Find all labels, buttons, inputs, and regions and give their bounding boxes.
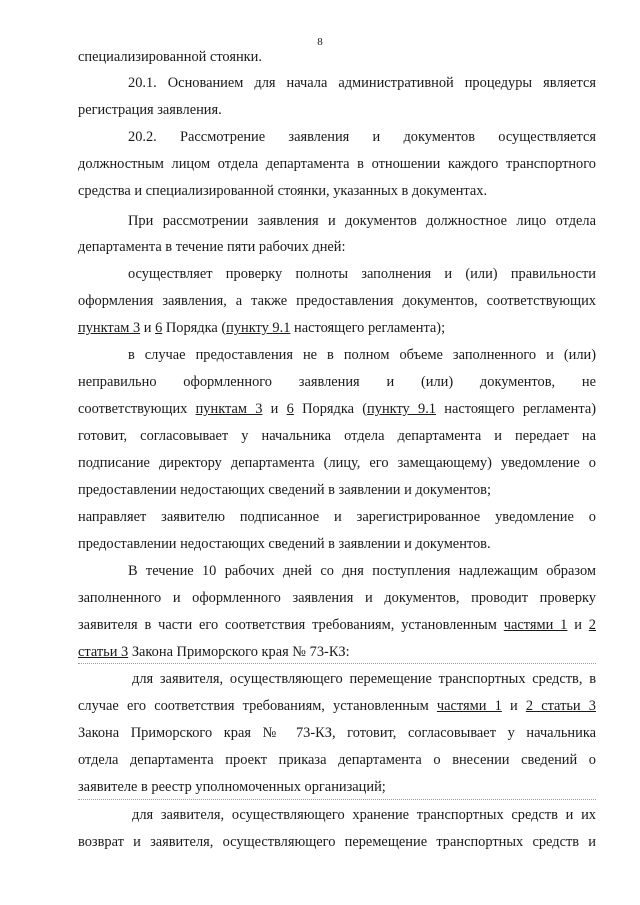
text-line: возврат и заявителя, осуществляющего перемещение транспортных средств и xyxy=(78,834,596,850)
text-line xyxy=(78,643,596,661)
page-number: 8 xyxy=(317,36,323,48)
hyperlink[interactable]: статьи 3 xyxy=(78,644,129,660)
text-line: отдела департамента проект приказа департамента о внесении сведений о xyxy=(78,752,596,768)
text-line: В течение 10 рабочих дней со дня поступления надлежащим образом xyxy=(128,563,596,579)
section-divider xyxy=(78,799,596,800)
hyperlink[interactable]: 2 статьи 3 xyxy=(525,698,596,714)
text-line: осуществляет проверку полноты заполнения и (или) правильности xyxy=(128,266,596,282)
text-line: заполненного и оформленного заявления и документов, проводит проверку xyxy=(78,590,596,606)
text-fragment: заявителя в части его соответствия требованиям, установленным xyxy=(78,617,504,633)
text-line: заявителе в реестр уполномоченных организаций; xyxy=(78,779,386,795)
hyperlink[interactable]: частями 1 xyxy=(503,617,568,633)
text-line: направляет заявителю подписанное и зарегистрированное уведомление о xyxy=(78,509,596,525)
text-fragment: настоящего регламента) xyxy=(436,401,596,417)
text-line xyxy=(78,616,596,634)
text-line: в случае предоставления не в полном объеме заполненного и (или) xyxy=(128,347,596,363)
text-fragment: Порядка ( xyxy=(293,401,368,417)
text-line: оформления заявления, а также предоставления документов, соответствующих xyxy=(78,293,596,309)
text-line: При рассмотрении заявления и документов должностное лицо отдела xyxy=(128,213,596,229)
hyperlink[interactable]: пунктам 3 xyxy=(78,320,141,336)
hyperlink[interactable]: частями 1 xyxy=(436,698,502,714)
hyperlink[interactable]: 2 xyxy=(588,617,596,633)
text-fragment: и xyxy=(140,320,156,336)
text-line xyxy=(78,697,596,715)
text-fragment: и xyxy=(262,401,287,417)
text-line xyxy=(78,400,596,418)
text-fragment: Закона Приморского края № 73-КЗ: xyxy=(128,644,350,660)
hyperlink[interactable]: пункту 9.1 xyxy=(367,401,436,417)
text-line: должностным лицом отдела департамента в отношении каждого транспортного xyxy=(78,156,596,172)
text-line: 20.1. Основанием для начала административной процедуры является xyxy=(128,75,596,91)
hyperlink[interactable]: 6 xyxy=(286,401,294,417)
hyperlink[interactable]: пункту 9.1 xyxy=(226,320,291,336)
text-line: Закона Приморского края № 73-КЗ, готовит, согласовывает у начальника xyxy=(78,725,596,741)
text-line: департамента в течение пяти рабочих дней: xyxy=(78,239,346,255)
text-line: предоставлении недостающих сведений в заявлении и документов; xyxy=(78,482,491,498)
text-line: подписание директору департамента (лицу, его замещающему) уведомление о xyxy=(78,455,596,471)
text-line: для заявителя, осуществляющего перемещение транспортных средств, в xyxy=(132,671,596,687)
text-line xyxy=(78,319,596,337)
section-divider xyxy=(78,663,596,664)
text-fragment: и xyxy=(567,617,589,633)
text-line: специализированной стоянки. xyxy=(78,49,262,65)
text-line: для заявителя, осуществляющего хранение транспортных средств и их xyxy=(132,807,596,823)
text-line: 20.2. Рассмотрение заявления и документов осуществляется xyxy=(128,129,596,145)
text-fragment: соответствующих xyxy=(78,401,196,417)
text-line: неправильно оформленного заявления и (или) документов, не xyxy=(78,374,596,390)
text-fragment: Порядка ( xyxy=(162,320,227,336)
hyperlink[interactable]: пунктам 3 xyxy=(195,401,263,417)
text-line: предоставлении недостающих сведений в заявлении и документов. xyxy=(78,536,491,552)
text-line: средства и специализированной стоянки, указанных в документах. xyxy=(78,183,488,199)
text-line: готовит, согласовывает у начальника отдела департамента и передает на xyxy=(78,428,596,444)
text-fragment: настоящего регламента); xyxy=(290,320,446,336)
hyperlink[interactable]: 6 xyxy=(155,320,163,336)
text-line: регистрация заявления. xyxy=(78,102,222,118)
text-fragment: и xyxy=(501,698,526,714)
text-fragment: случае его соответствия требованиям, установленным xyxy=(78,698,437,714)
